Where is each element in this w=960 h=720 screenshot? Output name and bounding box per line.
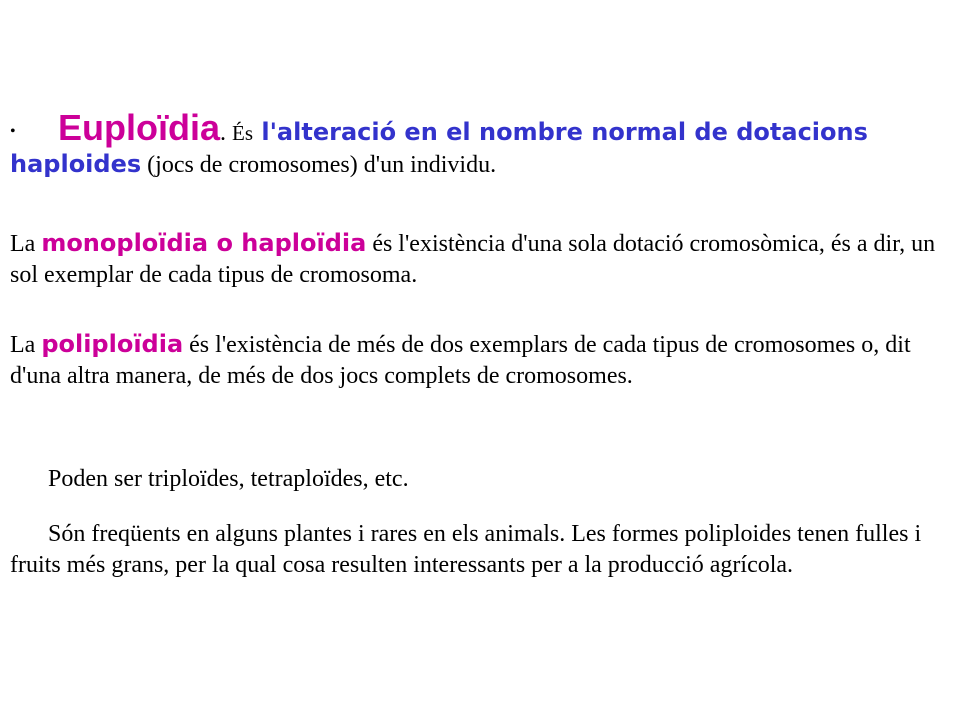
bullet-icon: • (10, 123, 16, 140)
monoploidia-term: monoploïdia o haploïdia (41, 229, 367, 257)
euploidia-dot: . (220, 120, 232, 146)
poliploidia-prefix: La (10, 332, 42, 358)
euploidia-es: És (232, 121, 253, 145)
poliploidia-text: és l'existència de més de dos exemplars de cada tipus de cromosomes o, dit d'una altra manera, de més de dos jocs complets de cromosomes. (10, 332, 911, 389)
monoploidia-text: és l'existència d'una sola dotació cromosòmica, és a dir, un sol exemplar de cada tipus de cromosoma. (10, 231, 936, 288)
types-paragraph: Poden ser triploïdes, tetraploïdes, etc. (48, 466, 409, 492)
euploidia-definition-plain: (jocs de cromosomes) d'un individu. (141, 152, 497, 178)
poliploidia-paragraph (10, 329, 955, 392)
euploidia-term: Euploïdia (58, 107, 220, 148)
monoploidia-prefix: La (10, 231, 42, 257)
poliploidia-term: poliploïdia (41, 330, 184, 358)
monoploidia-paragraph (10, 228, 955, 291)
euploidia-definition-bold: l'alteració en el nombre normal de dotacions haploides (10, 118, 868, 178)
frequency-paragraph: Són freqüents en alguns plantes i rares en els animals. Les formes poliploides tenen fulles i fruits més grans, per la qual cosa resulten interessants per a la producció agrícola. (10, 521, 922, 578)
euploidia-paragraph (10, 107, 955, 181)
